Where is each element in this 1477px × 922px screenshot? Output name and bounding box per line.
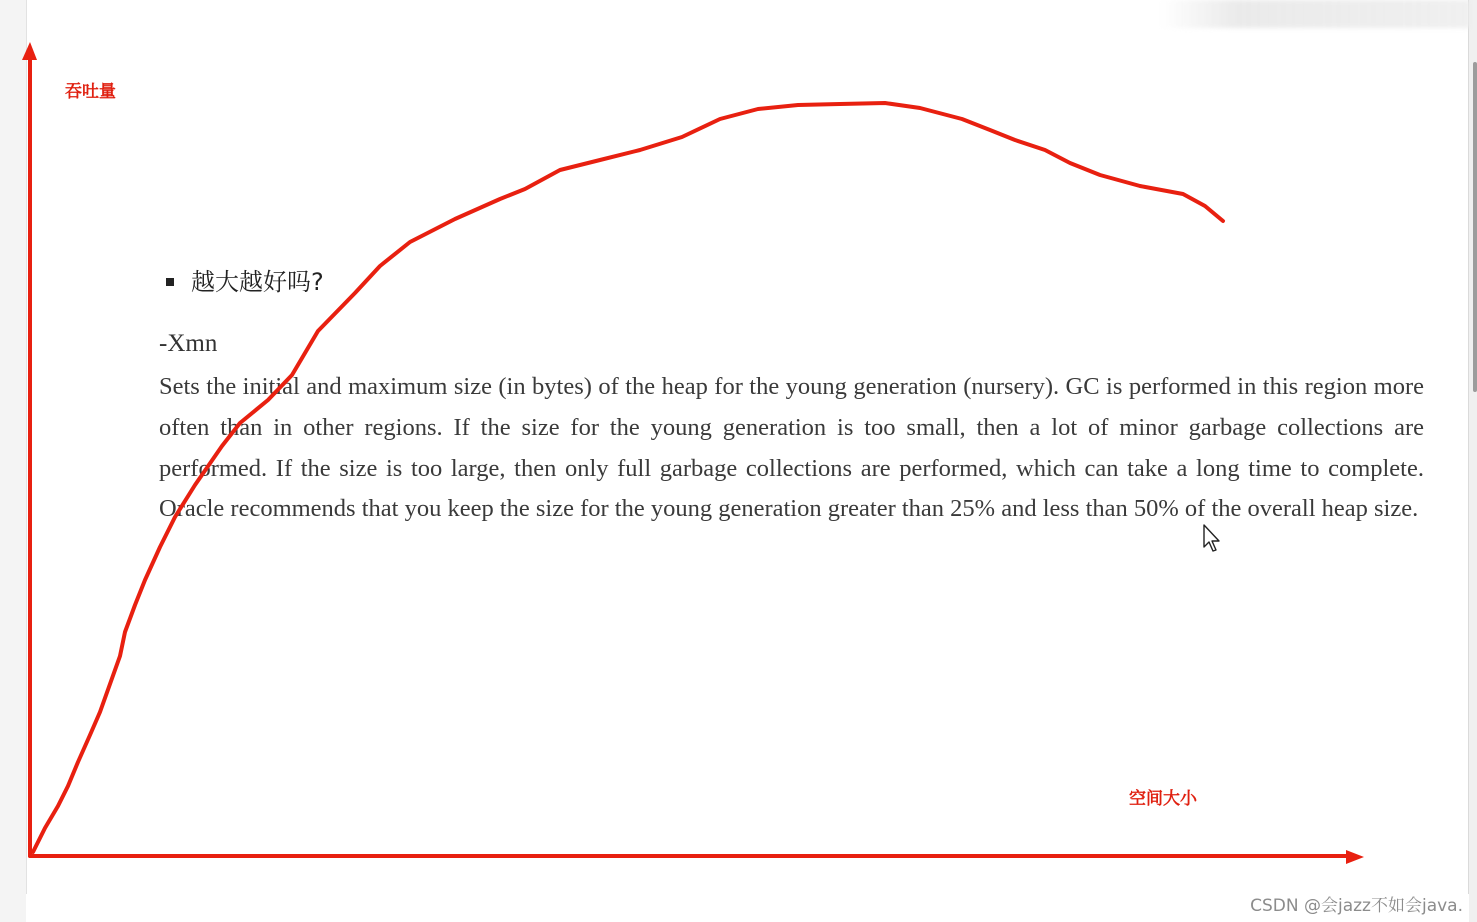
x-axis-label: 空间大小: [1129, 789, 1197, 809]
y-axis-label: 吞吐量: [65, 82, 116, 102]
jvm-option-name: -Xmn: [159, 330, 218, 357]
csdn-watermark: CSDN @会jazz不如会java.: [1250, 896, 1463, 916]
throughput-curve: [33, 103, 1223, 852]
question-text: 越大越好吗?: [191, 268, 324, 296]
y-axis-arrowhead: [22, 42, 37, 60]
x-axis-arrowhead: [1346, 850, 1364, 864]
option-description: Sets the initial and maximum size (in bytes) of the heap for the young generation (nursery). GC is performed in this region more often than in other regions. If the size for the young generation is too small, then a lot of minor garbage collections are performed. If the size is too large, then only full garbage collections are performed, which can take a long time to complete. Oracle recommends that you keep the size for the young generation greater than 25% and less than 50% of the overall heap size.: [159, 373, 1424, 523]
mouse-pointer-icon: [1203, 524, 1223, 559]
